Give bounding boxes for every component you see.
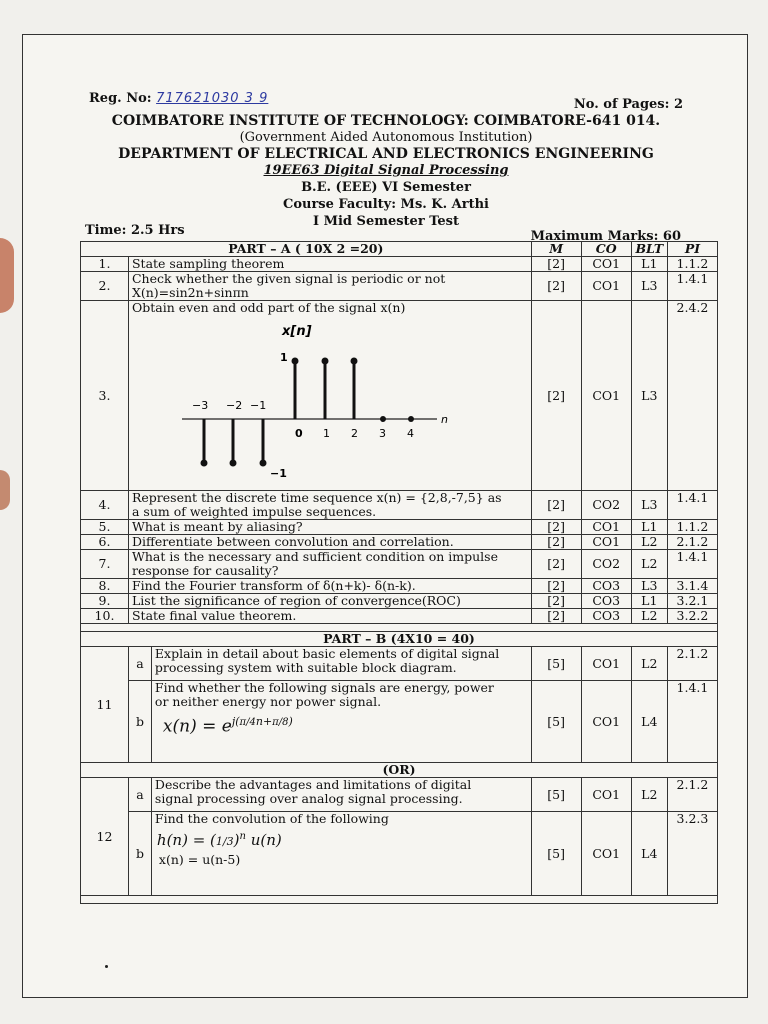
question-text: Find the convolution of the following $h(n) = (1/3)^n$ u(n) x(n) = u(n-5) xyxy=(151,812,531,896)
stem-0-dot xyxy=(291,358,298,365)
table-row: 11 a Explain in detail about basic elements of digital signal processing system with suitable block diagram. [5] CO1 L2 2.1.2 xyxy=(81,647,718,681)
semester: B.E. (EEE) VI Semester xyxy=(301,180,471,195)
exam-page xyxy=(22,34,748,998)
max-marks: Maximum Marks: 60 xyxy=(530,229,681,244)
part-b-title: PART – B (4X10 = 40) xyxy=(81,632,718,647)
stem-4-dot xyxy=(408,416,414,422)
question-text: What is meant by aliasing? xyxy=(128,520,531,535)
stray-dot xyxy=(105,965,108,968)
question-text: Check whether the given signal is periodic or not X(n)=sin2n+sinπn xyxy=(128,272,531,301)
tick-3: 3 xyxy=(378,427,386,440)
table-row: 7. What is the necessary and sufficient condition on impulse response for causality? [2] CO2 L2 1.4.1 xyxy=(81,550,718,579)
tick-0: 0 xyxy=(294,427,303,440)
time-label: Time: 2.5 Hrs xyxy=(85,223,185,238)
tick-neg-1: −1 xyxy=(249,399,267,412)
level-neg: −1 xyxy=(269,467,287,480)
col-pi: PI xyxy=(667,242,717,257)
table-row: 12 a Describe the advantages and limitations of digital signal processing over analog signal processing. [5] CO1 L2 2.1.2 xyxy=(81,778,718,812)
govt-label: (Government Aided Autonomous Institution) xyxy=(239,130,533,145)
equation-xn: $x(n) = e^{j(\pi/4n+\pi/8)}$ xyxy=(162,715,293,737)
stem-n-3-dot xyxy=(200,460,207,467)
question-text: Represent the discrete time sequence x(n) = {2,8,-7,5} as a sum of weighted impulse sequences. xyxy=(128,491,531,520)
test-name: I Mid Semester Test xyxy=(313,214,459,229)
table-row: 4. Represent the discrete time sequence x(n) = {2,8,-7,5} as a sum of weighted impulse sequences. [2] CO2 L3 1.4.1 xyxy=(81,491,718,520)
question-text: Differentiate between convolution and correlation. xyxy=(128,535,531,550)
course-title: 19EE63 Digital Signal Processing xyxy=(263,163,509,178)
stem-3-dot xyxy=(380,416,386,422)
part-a-title: PART – A ( 10X 2 =20) xyxy=(81,242,532,257)
question-text: List the significance of region of convergence(ROC) xyxy=(128,594,531,609)
table-row: 1. State sampling theorem [2] CO1 L1 1.1.2 xyxy=(81,257,718,272)
col-blt: BLT xyxy=(631,242,667,257)
stem-n-2-dot xyxy=(229,460,236,467)
reg-number: 717621030 3 9 xyxy=(156,91,269,106)
table-row: 5. What is meant by aliasing? [2] CO1 L1 1.1.2 xyxy=(81,520,718,535)
left-edge-mark xyxy=(0,238,14,313)
table-row: b Find whether the following signals are energy, power or neither energy nor power signal. $x(n) = e^{j(\pi/4n+\pi/8)}$ [5] CO1 L4 1.4.1 xyxy=(81,681,718,763)
question-text: Find whether the following signals are energy, power or neither energy nor power signal. $x(n) = e^{j(\pi/4n+\pi/8)}$ xyxy=(151,681,531,763)
faculty: Course Faculty: Ms. K. Arthi xyxy=(282,197,489,212)
table-row: 2. Check whether the given signal is periodic or not X(n)=sin2n+sinπn [2] CO1 L3 1.4.1 xyxy=(81,272,718,301)
q12-number: 12 xyxy=(81,778,129,896)
reg-label: Reg. No: 717621030 3 9 xyxy=(89,91,269,106)
equation-hn: $h(n) = (1/3)^n$ u(n) xyxy=(156,831,282,849)
q11-number: 11 xyxy=(81,647,129,763)
stem-2-dot xyxy=(350,358,357,365)
or-label: (OR) xyxy=(81,763,718,778)
pages-count: No. of Pages: 2 xyxy=(573,97,683,112)
department-name: DEPARTMENT OF ELECTRICAL AND ELECTRONICS ENGINEERING xyxy=(118,146,654,162)
table-row: 8. Find the Fourier transform of δ(n+k)- δ(n-k). [2] CO3 L3 3.1.4 xyxy=(81,579,718,594)
question-text: State sampling theorem xyxy=(128,257,531,272)
tick-4: 4 xyxy=(406,427,414,440)
question-text: Find the Fourier transform of δ(n+k)- δ(n-k). xyxy=(128,579,531,594)
table-row: 6. Differentiate between convolution and correlation. [2] CO1 L2 2.1.2 xyxy=(81,535,718,550)
stem-1-dot xyxy=(321,358,328,365)
question-table xyxy=(80,241,718,904)
col-m: M xyxy=(531,242,581,257)
level-pos: 1 xyxy=(279,351,288,364)
table-row: 3. Obtain even and odd part of the signal x(n) x[n] n 1 −1 −3 −2 −1 0 1 2 3 4 [2] CO1 L3 2.4.2 xyxy=(81,301,718,491)
question-text: State final value theorem. xyxy=(128,609,531,624)
plot-title: x[n] xyxy=(281,324,312,339)
col-co: CO xyxy=(581,242,631,257)
table-row: b Find the convolution of the following $h(n) = (1/3)^n$ u(n) x(n) = u(n-5) [5] CO1 L4 3.2.3 xyxy=(81,812,718,896)
question-text: Describe the advantages and limitations of digital signal processing over analog signal processing. xyxy=(151,778,531,812)
tick-neg-2: −2 xyxy=(225,399,243,412)
question-text: Explain in detail about basic elements of digital signal processing system with suitable block diagram. xyxy=(151,647,531,681)
tick-2: 2 xyxy=(350,427,358,440)
tick-1: 1 xyxy=(322,427,330,440)
question-text: What is the necessary and sufficient condition on impulse response for causality? xyxy=(128,550,531,579)
institute-name: COIMBATORE INSTITUTE OF TECHNOLOGY: COIMBATORE-641 014. xyxy=(111,113,661,129)
stem-plot xyxy=(132,315,472,483)
table-row: 10. State final value theorem. [2] CO3 L2 3.2.2 xyxy=(81,609,718,624)
tick-neg-3: −3 xyxy=(191,399,209,412)
question-text: Obtain even and odd part of the signal x(n) x[n] n 1 −1 −3 −2 −1 0 1 2 3 4 xyxy=(128,301,531,491)
stem-n-1-dot xyxy=(259,460,266,467)
left-edge-mark-2 xyxy=(0,470,10,510)
table-row: 9. List the significance of region of convergence(ROC) [2] CO3 L1 3.2.1 xyxy=(81,594,718,609)
n-axis-label: n xyxy=(440,413,448,426)
